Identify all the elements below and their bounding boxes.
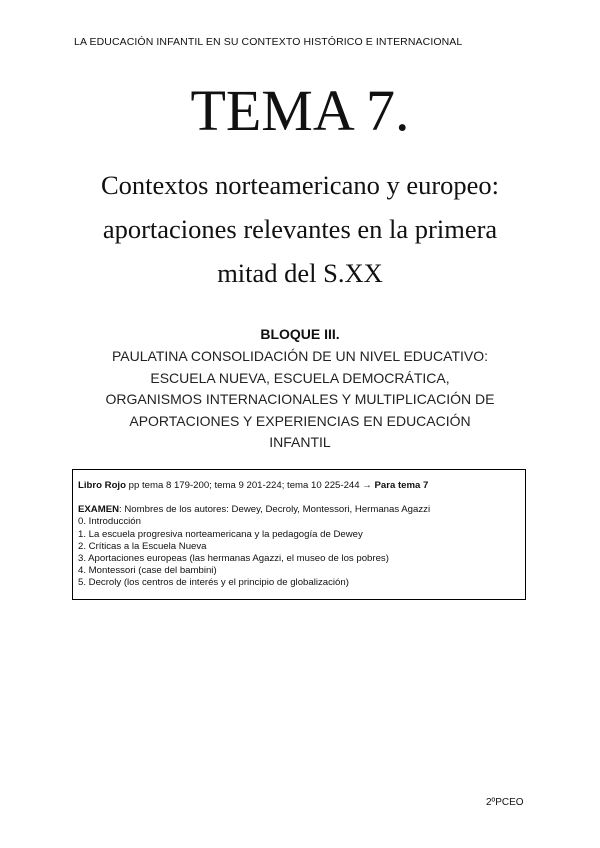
- list-item: 0. Introducción: [78, 516, 141, 528]
- libro-rojo-label: Libro Rojo: [78, 480, 126, 491]
- bloque-description: [60, 346, 540, 454]
- running-header: LA EDUCACIÓN INFANTIL EN SU CONTEXTO HISTÓRICO E INTERNACIONAL: [74, 36, 463, 48]
- bloque-line: ESCUELA NUEVA, ESCUELA DEMOCRÁTICA,: [150, 369, 450, 386]
- spacer: [78, 492, 520, 504]
- list-item: 5. Decroly (los centros de interés y el principio de globalización): [78, 577, 349, 589]
- page-title: TEMA 7.: [190, 78, 410, 143]
- info-box: [72, 469, 526, 600]
- list-item: 4. Montessori (case del bambini): [78, 565, 217, 577]
- libro-rojo-pages: pp tema 8 179-200; tema 9 201-224; tema 10 225-244 →: [125, 480, 375, 491]
- subtitle-line: mitad del S.XX: [217, 258, 383, 288]
- examen-label: EXAMEN: [78, 504, 120, 516]
- bloque-line: INFANTIL: [269, 434, 331, 450]
- list-item: 1. La escuela progresiva norteamericana y la pedagogía de Dewey: [78, 528, 363, 540]
- bloque-line: ORGANISMOS INTERNACIONALES Y MULTIPLICACIÓN DE: [105, 391, 495, 407]
- course-footer: 2ºPCEO: [486, 797, 524, 808]
- examen-line: [78, 504, 520, 516]
- libro-rojo-line: [78, 480, 520, 492]
- subtitle: [60, 163, 540, 295]
- libro-rojo-target: Para tema 7: [374, 480, 429, 491]
- bloque-line: PAULATINA CONSOLIDACIÓN DE UN NIVEL EDUCATIVO:: [112, 348, 488, 364]
- subtitle-line: Contextos norteamericano y europeo:: [100, 170, 500, 200]
- bloque-label: BLOQUE III.: [260, 326, 340, 342]
- bloque-line: APORTACIONES Y EXPERIENCIAS EN EDUCACIÓN: [129, 412, 471, 429]
- examen-text: : Nombres de los autores: Dewey, Decroly, Montessori, Hermanas Agazzi: [119, 504, 431, 516]
- subtitle-line: aportaciones relevantes en la primera: [102, 214, 498, 244]
- list-item: 3. Aportaciones europeas (las hermanas Agazzi, el museo de los pobres): [78, 553, 389, 565]
- list-item: 2. Críticas a la Escuela Nueva: [78, 540, 207, 552]
